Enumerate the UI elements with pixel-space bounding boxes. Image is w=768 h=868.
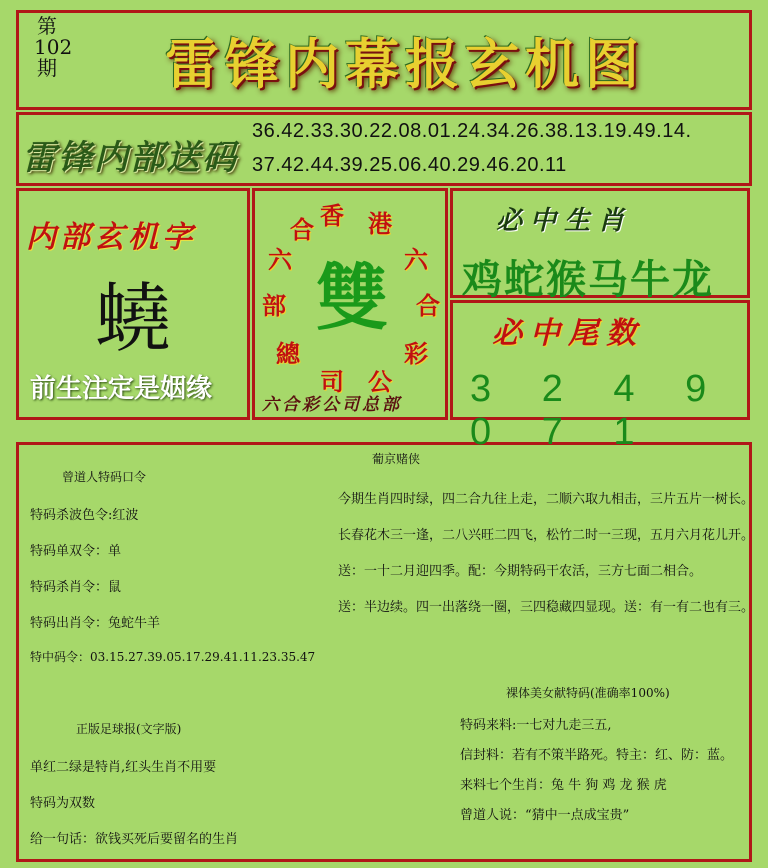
mystery-char: 蟯	[95, 274, 171, 363]
left-line: 特码出肖令：兔蛇牛羊	[30, 616, 161, 631]
page-title: 雷锋内幕报玄机图	[165, 32, 645, 96]
right-line: 送：一十二月迎四季。配：今期特码干农活，三方七面二相合。	[338, 564, 703, 579]
right-line: 特码来料:一七对九走三五,	[460, 718, 612, 733]
right-line: 信封料：若有不策半路死。特主：红、防：蓝。	[460, 748, 734, 763]
left-line: 单红二绿是特肖,红头生肖不用要	[30, 760, 217, 775]
weishu-title: 必中尾数	[492, 316, 644, 351]
bizhong-title: 必中生肖	[496, 206, 633, 236]
internal-codes-label: 雷锋内部送码	[22, 138, 238, 178]
right-line: 送：半边续。四一出落绕一圈，三四稳藏四显现。送：有一有二也有三。	[338, 600, 755, 615]
left-line: 特中码令：03.15.27.39.05.17.29.41.11.23.35.47	[30, 650, 316, 664]
bizhong-zodiacs: 鸡蛇猴马牛龙	[462, 256, 714, 303]
mystery-arc-label: 内部玄机字	[26, 220, 196, 255]
left-heading-1: 曾道人特码口令	[62, 470, 147, 484]
company-label: 六合彩公司总部	[262, 395, 402, 415]
left-line: 特码杀肖令：鼠	[30, 580, 122, 595]
ring-char: 合	[416, 291, 440, 320]
right-line: 今期生肖四时绿，四二合九往上走，二顺六取九相击，三片五片一树长。	[338, 492, 755, 507]
ring-char: 六	[268, 245, 292, 274]
ring-char: 總	[276, 339, 300, 368]
ring-char: 彩	[404, 339, 428, 368]
left-line: 特码单双令：单	[30, 544, 122, 559]
left-line: 特码杀波色令:红波	[30, 508, 139, 523]
right-heading-2: 裸体美女献特码(准确率100%)	[506, 686, 670, 700]
ring-char: 公	[368, 367, 392, 396]
ring-char: 六	[404, 245, 428, 274]
right-heading-1: 葡京赌侠	[372, 452, 421, 466]
left-line: 特码为双数	[30, 796, 96, 811]
motto: 前生注定是姻缘	[30, 374, 213, 404]
right-line: 来料七个生肖：兔 牛 狗 鸡 龙 猴 虎	[460, 778, 667, 793]
ring-char: 香	[320, 201, 344, 230]
internal-codes-line1: 36.42.33.30.22.08.01.24.34.26.38.13.19.49.14.	[252, 120, 692, 142]
ring-char: 部	[262, 291, 286, 320]
left-line: 给一句话：欲钱买死后要留名的生肖	[30, 832, 239, 847]
issue-number: 第102期	[34, 14, 73, 80]
internal-codes-line2: 37.42.44.39.25.06.40.29.46.20.11	[252, 154, 567, 176]
ring-char: 司	[320, 367, 344, 396]
ring-char: 港	[368, 209, 392, 238]
center-char: 雙	[316, 255, 389, 340]
left-heading-2: 正版足球报(文字版)	[76, 722, 182, 736]
right-line: 曾道人说：“猜中一点成宝贵”	[460, 808, 630, 823]
right-line: 长春花木三一逢，二八兴旺二四飞，松竹二时一三现，五月六月花儿开。	[338, 528, 755, 543]
ring-char: 合	[290, 215, 314, 244]
weishu-digits: 3 2 4 9 0 7 1	[470, 368, 727, 453]
